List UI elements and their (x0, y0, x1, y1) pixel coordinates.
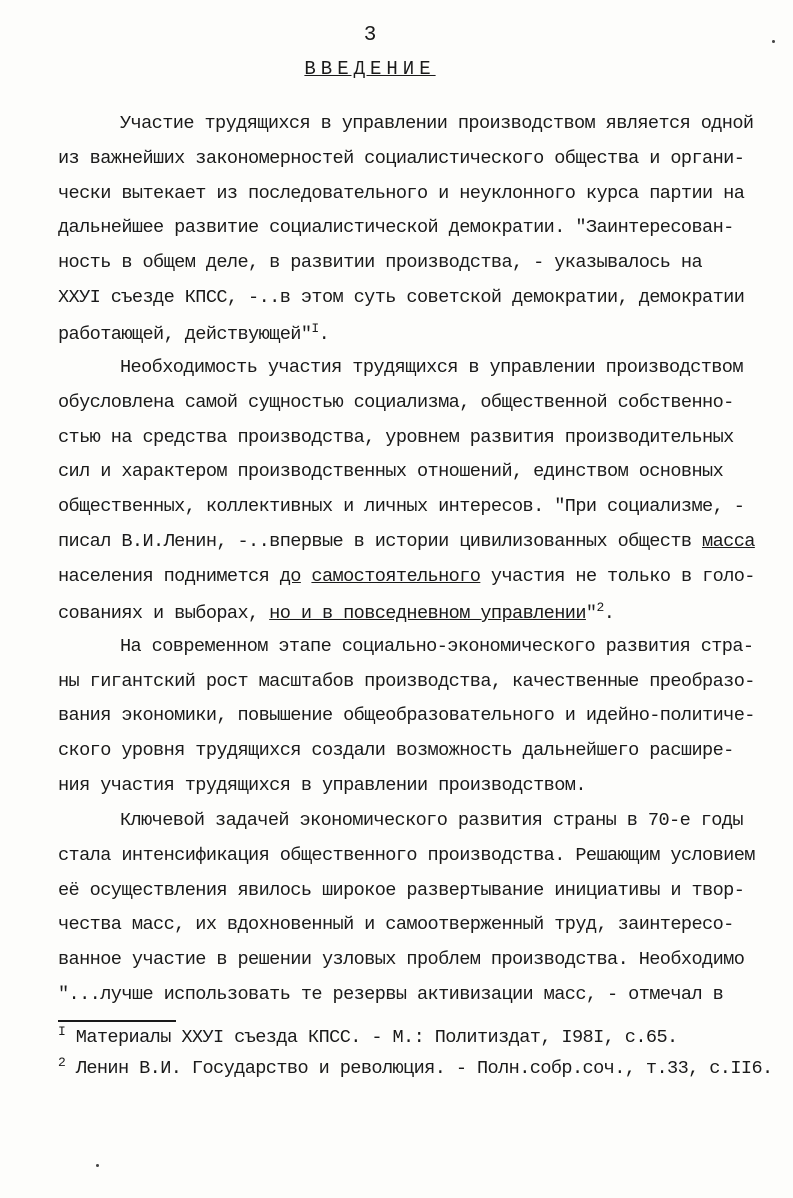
text-line: ны гигантский рост масштабов производства, качественные преобразо- (58, 671, 755, 692)
underlined-word: до (279, 566, 301, 587)
footnote-mark: I (58, 1024, 66, 1039)
text-segment: писал В.И.Ленин, -..впервые в истории цивилизованных обществ (58, 531, 703, 552)
scan-speck (772, 40, 775, 43)
footnote (58, 1024, 678, 1048)
footnote-mark: 2 (58, 1055, 66, 1070)
text-line: На современном этапе социально-экономического развития стра- (120, 636, 754, 657)
text-line: ХХУI съезде КПСС, -..в этом суть советской демократии, демократии (58, 287, 745, 308)
text-line: "...лучше использовать те резервы активизации масс, - отмечал в (58, 984, 724, 1005)
text-line: ванное участие в решении узловых проблем производства. Необходимо (58, 949, 745, 970)
footnote-text: Материалы ХХУI съезда КПСС. - М.: Политиздат, I98I, с.65. (65, 1027, 678, 1048)
footnote-ref: 2 (596, 600, 604, 615)
text-line: её осуществления явилось широкое развертывание инициативы и твор- (58, 880, 745, 901)
page-number: 3 (363, 24, 377, 47)
text-line: Ключевой задачей экономического развития страны в 70-е годы (120, 810, 743, 831)
text-line: из важнейших закономерностей социалистического общества и органи- (58, 148, 745, 169)
text-line: сил и характером производственных отношений, единством основных (58, 461, 724, 482)
text-line: стью на средства производства, уровнем развития производительных (58, 427, 734, 448)
text-line: вания экономики, повышение общеобразовательного и идейно-политиче- (58, 705, 755, 726)
footnote-ref: I (311, 321, 319, 336)
footnote-text: Ленин В.И. Государство и революция. - Полн.собр.соч., т.33, с.II6. (65, 1058, 773, 1079)
text-line: стала интенсификация общественного производства. Решающим условием (58, 845, 755, 866)
text-line: работающей, действующей"$^I$. (58, 321, 330, 345)
text-line: общественных, коллективных и личных интересов. "При социализме, - (58, 496, 745, 517)
text-line: Необходимость участия трудящихся в управлении производством (120, 357, 743, 378)
text-line: сованиях и выборах, но и в повседневном управлении"$^2$. (58, 600, 615, 624)
text-segment: работающей, действующей" (58, 324, 312, 345)
text-line: Участие трудящихся в управлении производством является одной (120, 113, 754, 134)
text-line: дальнейшее развитие социалистической демократии. "Заинтересован- (58, 217, 734, 238)
underlined-phrase: но и в повседневном управлении (269, 603, 586, 624)
scan-speck (96, 1164, 99, 1167)
text-segment: сованиях и выборах, (58, 603, 270, 624)
text-segment: " (585, 603, 597, 624)
text-line: ния участия трудящихся в управлении производством. (58, 775, 586, 796)
underlined-word: самостоятельного (311, 566, 481, 587)
text-line: обусловлена самой сущностью социализма, общественной собственно- (58, 392, 734, 413)
text-line (58, 531, 755, 552)
text-line: чества масс, их вдохновенный и самоотверженный труд, заинтересо- (58, 914, 734, 935)
text-segment: участия не только в голо- (480, 566, 755, 587)
footnote (58, 1055, 773, 1079)
text-line: ского уровня трудящихся создали возможность дальнейшего расшире- (58, 740, 734, 761)
text-segment: населения поднимется (58, 566, 280, 587)
text-line: ность в общем деле, в развитии производства, - указывалось на (58, 252, 703, 273)
underlined-word: масса (702, 531, 755, 552)
text-line (58, 566, 755, 587)
footnote-divider (58, 1020, 176, 1022)
section-heading: ВВЕДЕНИЕ (304, 58, 436, 80)
text-line: чески вытекает из последовательного и неуклонного курса партии на (58, 183, 745, 204)
